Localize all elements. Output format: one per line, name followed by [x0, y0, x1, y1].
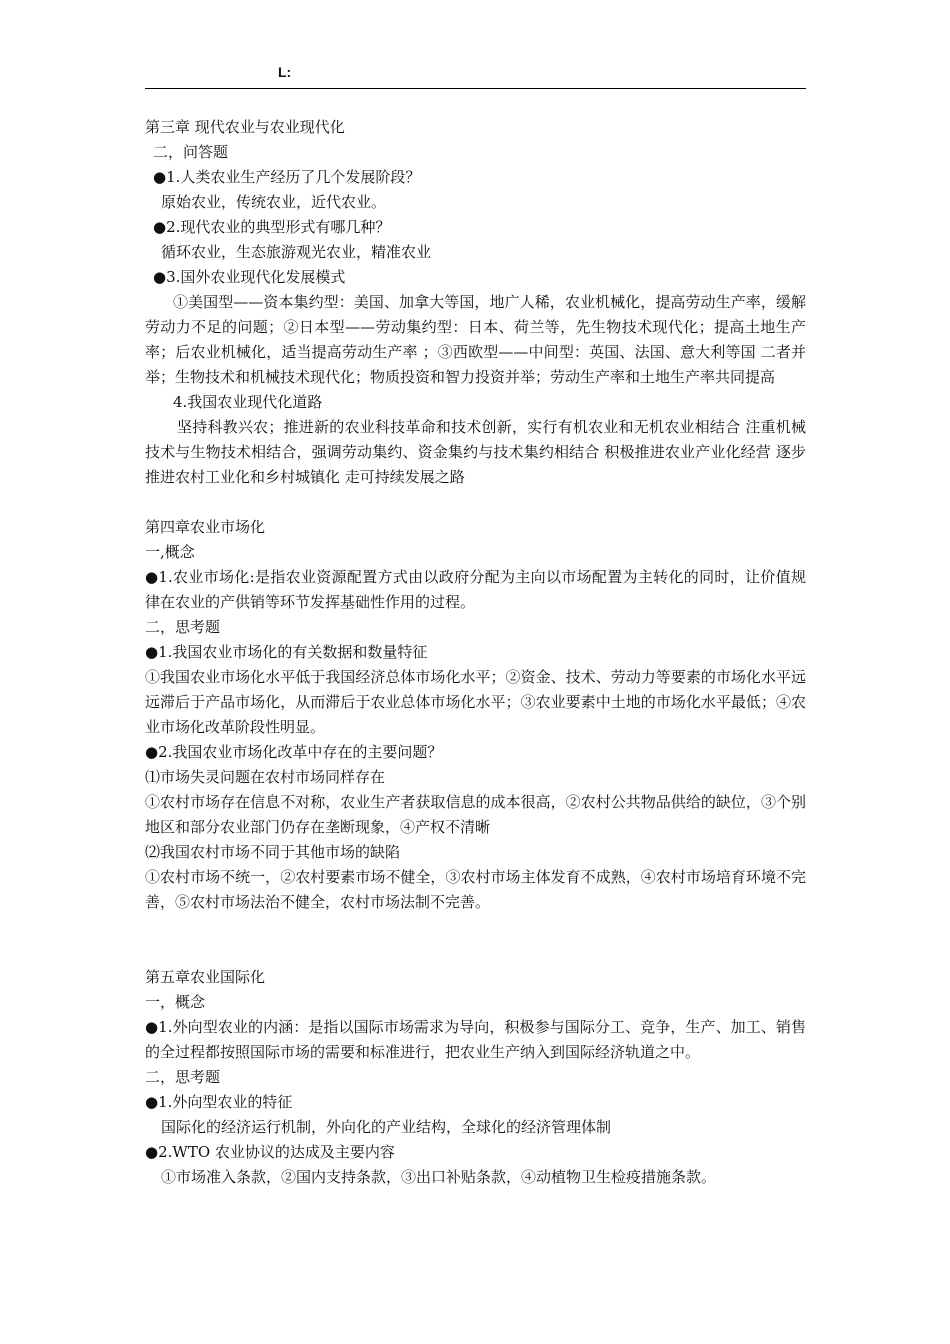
chapter5-section-concept: 一，概念 — [145, 993, 206, 1011]
chapter4-question-1: ●1.我国农业市场化的有关数据和数量特征 — [145, 643, 428, 661]
chapter3-answer-1: 原始农业，传统农业，近代农业。 — [161, 193, 387, 211]
chapter4-question-2: ●2.我国农业市场化改革中存在的主要问题？ — [145, 743, 443, 761]
chapter5-question-1: ●1.外向型农业的特征 — [145, 1093, 293, 1111]
chapter3-question-2: ●2.现代农业的典型形式有哪几种？ — [153, 218, 391, 236]
chapter5-concept-1: ●1.外向型农业的内涵：是指以国际市场需求为导向，积极参与国际分工、竞争，生产、加工、销售的全过程都按照国际市场的需要和标准进行，把农业生产纳入到国际经济轨道之中。 — [145, 1018, 806, 1061]
chapter5-answer-1: 国际化的经济运行机制，外向化的产业结构，全球化的经济管理体制 — [161, 1118, 612, 1136]
chapter4-point-1: ⑴市场失灵问题在农村市场同样存在 — [145, 768, 386, 786]
chapter3-question-3: ●3.国外农业现代化发展模式 — [153, 268, 346, 286]
chapter3-question-1: ●1.人类农业生产经历了几个发展阶段？ — [153, 168, 421, 186]
chapter5-answer-2: ①市场准入条款，②国内支持条款，③出口补贴条款，④动植物卫生检疫措施条款。 — [161, 1168, 717, 1186]
chapter3-answer-2: 循环农业，生态旅游观光农业，精准农业 — [161, 243, 432, 261]
spacer — [145, 490, 806, 515]
chapter4-section-concept: 一,概念 — [145, 543, 195, 561]
header-rule — [145, 88, 806, 89]
chapter4-section-think: 二，思考题 — [145, 618, 221, 636]
chapter5-question-2: ●2.WTO 农业协议的达成及主要内容 — [145, 1143, 395, 1161]
chapter5-title: 第五章农业国际化 — [145, 968, 266, 986]
chapter3-title: 第三章 现代农业与农业现代化 — [145, 118, 345, 136]
chapter3-question-4: 4.我国农业现代化道路 — [173, 393, 323, 411]
chapter4-point-2-detail: ①农村市场不统一，②农村要素市场不健全，③农村市场主体发育不成熟，④农村市场培育环境不完善，⑤农村市场法治不健全，农村市场法制不完善。 — [145, 868, 806, 911]
chapter4-point-2: ⑵我国农村市场不同于其他市场的缺陷 — [145, 843, 401, 861]
chapter3-section-qa: 二，问答题 — [153, 143, 229, 161]
chapter3-answer-3: ①美国型——资本集约型：美国、加拿大等国，地广人稀，农业机械化，提高劳动生产率，缓解劳动力不足的问题；②日本型——劳动集约型：日本、荷兰等，先生物技术现代化；提高土地生产率；后农业机械化，适当提高劳动生产率 ；③西欧型——中间型：英国、法国、意大利等国 二者并举；生物技术和机械技术现代化；物质投资和智力投资并举；劳动生产率和土地生产率共同提高 — [145, 293, 806, 386]
chapter4-answer-1: ①我国农业市场化水平低于我国经济总体市场化水平；②资金、技术、劳动力等要素的市场化水平远远滞后于产品市场化，从而滞后于农业总体市场化水平；③农业要素中土地的市场化水平最低；④农业市场化改革阶段性明显。 — [145, 668, 806, 736]
spacer — [145, 915, 806, 965]
header-mark: L: — [278, 64, 292, 80]
chapter4-concept-1: ●1.农业市场化:是指农业资源配置方式由以政府分配为主向以市场配置为主转化的同时，让价值规律在农业的产供销等环节发挥基础性作用的过程。 — [145, 568, 806, 611]
chapter4-point-1-detail: ①农村市场存在信息不对称，农业生产者获取信息的成本很高，②农村公共物品供给的缺位，③个别地区和部分农业部门仍存在垄断现象，④产权不清晰 — [145, 793, 806, 836]
chapter3-answer-4: 坚持科教兴农；推进新的农业科技革命和技术创新，实行有机农业和无机农业相结合 注重机械技术与生物技术相结合，强调劳动集约、资金集约与技术集约相结合 积极推进农业产业化经营 逐步推进农村工业化和乡村城镇化 走可持续发展之路 — [145, 418, 806, 486]
document-body — [145, 115, 806, 1190]
chapter5-section-think: 二，思考题 — [145, 1068, 221, 1086]
chapter4-title: 第四章农业市场化 — [145, 518, 266, 536]
